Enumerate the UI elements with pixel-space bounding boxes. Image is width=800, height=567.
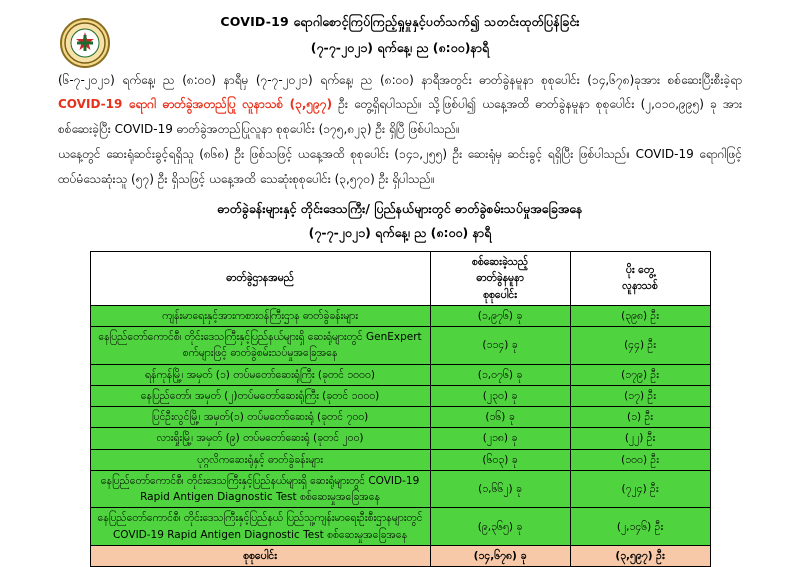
row-positive-count: (၁၇) ဦး (570, 385, 710, 406)
row-positive-count: (၄၄) ဦး (570, 327, 710, 365)
row-lab-name: နေပြည်တော်ကောင်စီ၊ တိုင်းဒေသကြီးနှင့်ပြည်နယ်များရှိ ဆေးရုံများတွင် COVID-19 Rapid Antigen Diagnostic Test စစ်ဆေးမှုအခြေအနေ (90, 470, 430, 508)
row-tested-count: (၆၀၃) ခု (430, 449, 570, 470)
page-subtitle: (၇-၇-၂၀၂၁) ရက်နေ့၊ ည (၈:၀၀)နာရီ (310, 39, 490, 55)
table-row (90, 407, 710, 428)
table-row (90, 364, 710, 385)
row-positive-count: (၃,၅၉၇) ဦး (570, 545, 710, 566)
paragraph-2-text: ယနေ့တွင် ဆေးရုံဆင်းခွင့်ရရှိသူ (၈၆၈) ဦး ဖြစ်သဖြင့် ယနေ့အထိ စုစုပေါင်း (၁၄၁,၂၅၅) ဦး ဆေးရုံမှ ဆင်းခွင့် ရရှိပြီး ဖြစ်ပါသည်။ COVID-19 ရောဂါဖြင့် ထပ်မံသေဆုံးသူ (၅၇) ဦး ရှိသဖြင့် ယနေ့အထိ သေဆုံးစုစုပေါင်း (၃,၅၇၀) ဦး ရှိပါသည်။ (58, 147, 742, 186)
row-positive-count: (၁၀၀) ဦး (570, 449, 710, 470)
column-header-positive-line2: လူနာသစ် (622, 280, 658, 293)
paragraph-1-part-2: ဦး တွေ့ရှိရပါသည်။ သို့ဖြစ်ပါ၍ ယနေ့အထိ ဓာတ်ခွဲနမူနာ စုစုပေါင်း (၂,၀၁၀,၉၉၅) ခု အား စစ်ဆေးခဲ့ပြီး COVID-19 ဓာတ်ခွဲအတည်ပြုလူနာ စုစုပေါင်း (၁၇၅,၈၂၃) ဦး ရှိပြီ ဖြစ်ပါသည်။ (58, 97, 742, 136)
table-header-row (90, 251, 710, 305)
row-tested-count: (၁,၆၆၂) ခု (430, 470, 570, 508)
page-title: COVID-19 ရောဂါစောင့်ကြပ်ကြည့်ရှုမှုနှင့်ပတ်သက်၍ သတင်းထုတ်ပြန်ခြင်း (220, 14, 580, 29)
row-lab-name: နေပြည်တော်ကောင်စီ၊ တိုင်းဒေသကြီးနှင့်ပြည်နယ်များရှိ ဆေးရုံများတွင် GenExpert စက်များဖြင့် ဓာတ်ခွဲစမ်းသပ်မှုအခြေအနေ (90, 327, 430, 365)
column-header-tested-total (430, 251, 570, 305)
paragraph-1-highlight: COVID-19 ရောဂါ ဓာတ်ခွဲအတည်ပြု လူနာသစ် (၃,၅၉၇) (58, 97, 333, 112)
paragraph-2 (58, 142, 742, 191)
section-heading (40, 197, 760, 245)
column-header-positive (570, 251, 710, 305)
paragraph-1-part-1: (၆-၇-၂၀၂၁) ရက်နေ့၊ ည (၈:၀၀) နာရီမှ (၇-၇-၂၀၂၁) ရက်နေ့၊ ည (၈:၀၀) နာရီအတွင်း ဓာတ်ခွဲနမူနာ စုစုပေါင်း (၁၄,၆၇၈)ခုအား စစ်ဆေးပြီးစီးခဲ့ရာ (58, 72, 743, 87)
document-header (40, 10, 760, 60)
row-positive-count: (၁၇၉) ဦး (570, 364, 710, 385)
row-tested-count: (၂၁၈) ခု (430, 428, 570, 449)
table-row (90, 305, 710, 326)
row-tested-count: (၁၁၄) ခု (430, 327, 570, 365)
ministry-logo (60, 18, 110, 68)
table-row (90, 327, 710, 365)
column-header-lab-name: ဓာတ်ခွဲဌာနအမည် (90, 251, 430, 305)
section-heading-line1: ဓာတ်ခွဲခန်းများနှင့် တိုင်းဒေသကြီး/ ပြည်နယ်များတွင် ဓာတ်ခွဲစမ်းသပ်မှုအခြေအနေ (217, 201, 583, 217)
column-header-tested-line2: ဓာတ်ခွဲနမူနာ (476, 272, 524, 285)
row-lab-name: ရန်ကုန်မြို့၊ အမှတ် (၁) တပ်မတော်ဆေးရုံကြီး (ခုတင် ၁၀၀၀) (90, 364, 430, 385)
table-header (90, 251, 710, 305)
row-tested-count: (၉,၃၆၅) ခု (430, 508, 570, 546)
table-row (90, 385, 710, 406)
column-header-tested-line1: စစ်ဆေးခဲ့သည့် (471, 255, 529, 268)
row-tested-count: (၁၆) ခု (430, 407, 570, 428)
row-lab-name: ကျန်းမာရေးနှင့်အားကစားဝန်ကြီးဌာန ဓာတ်ခွဲခန်းများ (90, 305, 430, 326)
body-text (40, 68, 760, 192)
row-lab-name: နေပြည်တော်ကောင်စီ၊ တိုင်းဒေသကြီးနှင့်ပြည်နယ် ပြည်သူ့ကျန်းမာရေးဦးစီးဌာနများတွင် COVID-19 Rapid Antigen Diagnostic Test စစ်ဆေးမှုအခြေအနေ (90, 508, 430, 546)
row-tested-count: (၂၃၀) ခု (430, 385, 570, 406)
table-row (90, 508, 710, 546)
column-header-tested-line3: စုစုပေါင်း (483, 288, 517, 301)
table-total-row (90, 545, 710, 566)
table-row (90, 470, 710, 508)
row-positive-count: (၃၉၈) ဦး (570, 305, 710, 326)
row-tested-count: (၁,၀၇၆) ခု (430, 364, 570, 385)
column-header-positive-line1: ပိုး တွေ့ (625, 264, 655, 277)
row-tested-count: (၁,၉၇၆) ခု (430, 305, 570, 326)
row-lab-name: စုစုပေါင်း (90, 545, 430, 566)
table-row (90, 449, 710, 470)
row-lab-name: ပြင်ဦးလွင်မြို့၊ အမှတ်(၁) တပ်မတော်ဆေးရုံ (ခုတင် ၇၀၀) (90, 407, 430, 428)
paragraph-1 (58, 68, 742, 142)
section-heading-line2: (၇-၇-၂၀၂၁) ရက်နေ့၊ ည (၈:၀၀) နာရီ (308, 225, 492, 241)
row-lab-name: လားရှိုးမြို့၊ အမှတ် (၉) တပ်မတော်ဆေးရုံ (ခုတင် ၂၀၀) (90, 428, 430, 449)
table-row (90, 428, 710, 449)
row-positive-count: (၂၂) ဦး (570, 428, 710, 449)
row-positive-count: (၁) ဦး (570, 407, 710, 428)
lab-testing-table (90, 251, 711, 567)
row-positive-count: (၇၂၄) ဦး (570, 470, 710, 508)
row-tested-count: (၁၄,၆၇၈) ခု (430, 545, 570, 566)
row-lab-name: နေပြည်တော်၊ အမှတ် (၂)တပ်မတော်ဆေးရုံကြီး (ခုတင် ၁၀၀၀) (90, 385, 430, 406)
row-lab-name: ပုဂ္ဂလိကဆေးရုံနှင့် ဓာတ်ခွဲခန်းများ (90, 449, 430, 470)
row-positive-count: (၂,၁၄၆) ဦး (570, 508, 710, 546)
table-body (90, 305, 710, 566)
